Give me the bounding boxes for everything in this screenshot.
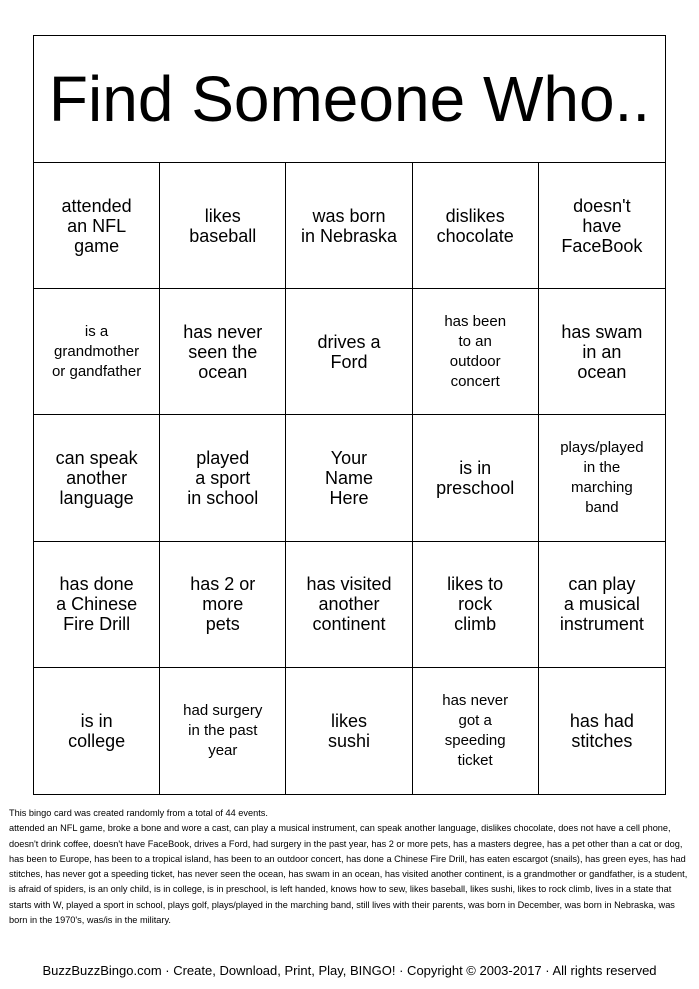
bingo-cell: can speak another language — [34, 415, 160, 541]
bingo-cell: has 2 or more pets — [160, 542, 286, 668]
event-list-note — [9, 806, 693, 928]
bingo-cell: attended an NFL game — [34, 163, 160, 289]
bingo-cell: has visited another continent — [286, 542, 412, 668]
bingo-cell: has been to an outdoor concert — [413, 289, 539, 415]
bingo-cell: has never seen the ocean — [160, 289, 286, 415]
bingo-cell: has swam in an ocean — [539, 289, 665, 415]
bingo-cell: has done a Chinese Fire Drill — [34, 542, 160, 668]
bingo-cell: was born in Nebraska — [286, 163, 412, 289]
bingo-cell: is in preschool — [413, 415, 539, 541]
footer-copyright: BuzzBuzzBingo.com · Create, Download, Print, Play, BINGO! · Copyright © 2003-2017 · All rights reserved — [42, 963, 657, 978]
bingo-cell: had surgery in the past year — [160, 668, 286, 794]
bingo-cell: plays/played in the marching band — [539, 415, 665, 541]
bingo-cell: likes to rock climb — [413, 542, 539, 668]
bingo-cell: doesn't have FaceBook — [539, 163, 665, 289]
bingo-card — [33, 35, 666, 795]
free-space-cell: Your Name Here — [286, 415, 412, 541]
bingo-cell: has never got a speeding ticket — [413, 668, 539, 794]
bingo-grid — [34, 163, 665, 794]
bingo-cell: can play a musical instrument — [539, 542, 665, 668]
bingo-cell: is a grandmother or gandfather — [34, 289, 160, 415]
note-events: attended an NFL game, broke a bone and wore a cast, can play a musical instrument, can speak another language, dislikes chocolate, does not have a cell phone, doesn't drink coffee, doesn't have FaceBook, drives a Ford, had surgery in the past year, has 2 or more pets, has a masters degree, has a pet other than a cat or dog, has been to Europe, has been to a tropical island, has been to an outdoor concert, has done a Chinese Fire Drill, has eaten escargot (snails), has green eyes, has had stitches, has never got a speeding ticket, has never seen the ocean, has swam in an ocean, has visited another continent, is a grandmother or gandfather, is a student, is afraid of spiders, is an only child, is in college, is in preschool, is left handed, knows how to sew, likes baseball, likes sushi, likes to rock climb, lives in a state that starts with W, played a sport in school, plays golf, plays/played in the marching band, still lives with their parents, was born in December, was born in Nebraska, was born in the 1970's, was/is in the military. — [9, 823, 688, 926]
card-title: Find Someone Who.. — [34, 36, 665, 163]
note-intro: This bingo card was created randomly from a total of 44 events. — [9, 808, 268, 818]
bingo-cell: has had stitches — [569, 710, 634, 751]
bingo-cell: played a sport in school — [160, 415, 286, 541]
bingo-cell: drives a Ford — [286, 289, 412, 415]
bingo-cell: is in college — [34, 668, 160, 794]
bingo-cell: likes sushi — [286, 668, 412, 794]
bingo-cell: dislikes chocolate — [413, 163, 539, 289]
bingo-cell: likes baseball — [160, 163, 286, 289]
